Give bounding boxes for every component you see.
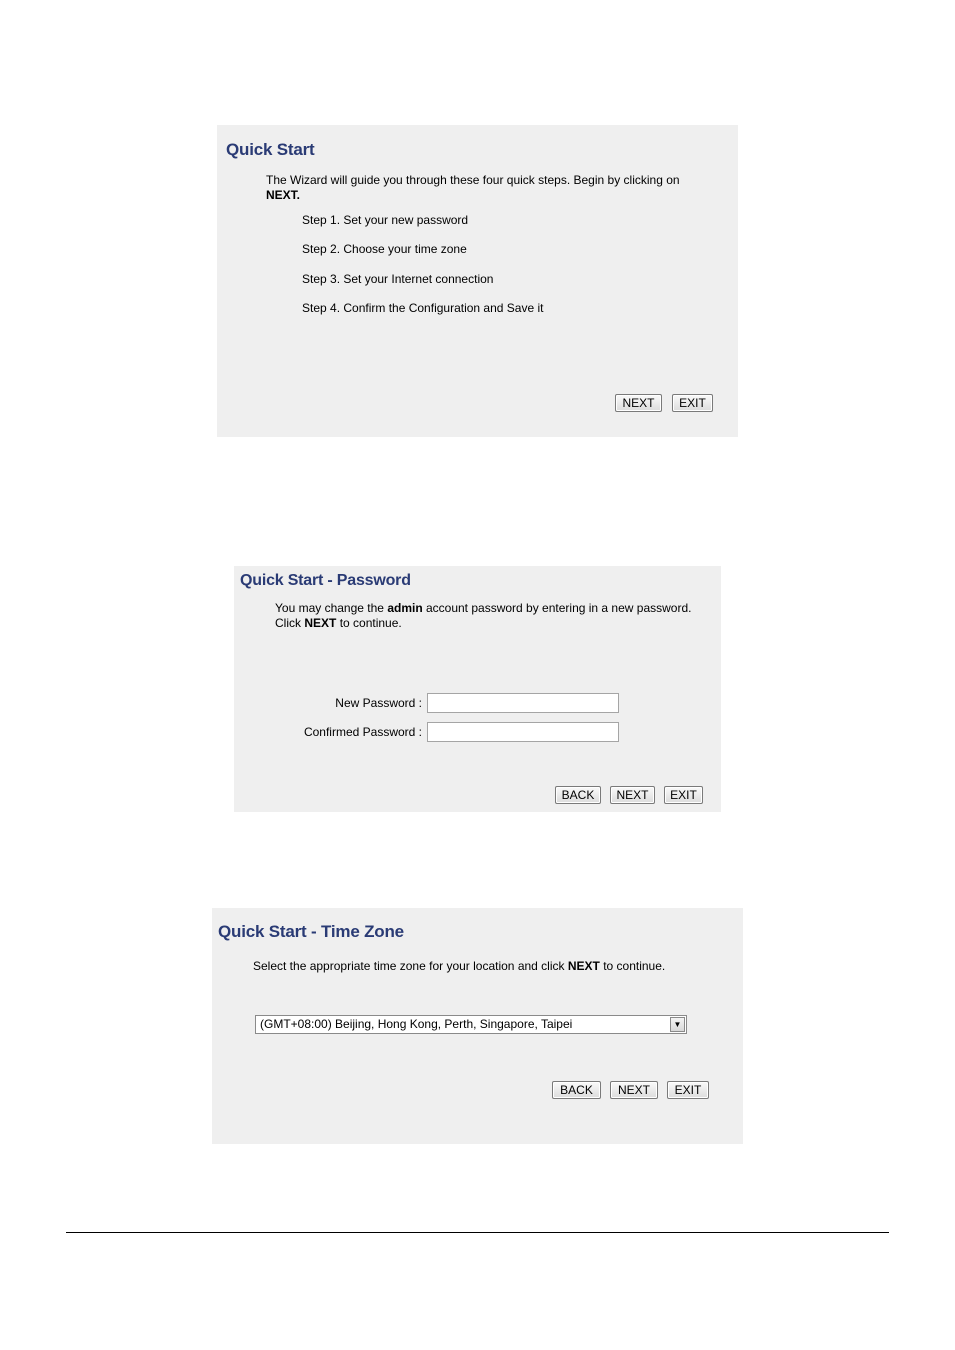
timezone-instructions [253, 959, 733, 974]
instruction-text: to continue. [599, 959, 666, 973]
exit-button[interactable]: EXIT [667, 1081, 709, 1099]
instruction-bold: NEXT [567, 959, 600, 973]
instruction-bold: NEXT [304, 616, 337, 630]
back-button[interactable]: BACK [555, 786, 601, 804]
timezone-selected-value: (GMT+08:00) Beijing, Hong Kong, Perth, Singapore, Taipei [260, 1017, 573, 1031]
panel-title: Quick Start - Time Zone [218, 922, 404, 941]
instruction-text: to continue. [336, 616, 402, 630]
exit-button[interactable]: EXIT [664, 786, 703, 804]
exit-button[interactable]: EXIT [672, 394, 713, 412]
password-panel [234, 566, 721, 812]
chevron-down-icon[interactable]: ▼ [670, 1017, 685, 1032]
instruction-text: Click [275, 616, 305, 630]
intro-text [266, 173, 726, 203]
step-3: Step 3. Set your Internet connection [302, 272, 494, 286]
new-password-label: New Password : [335, 696, 422, 710]
password-instructions [275, 601, 715, 631]
back-button[interactable]: BACK [552, 1081, 601, 1099]
next-button[interactable]: NEXT [610, 1081, 658, 1099]
next-button[interactable]: NEXT [610, 786, 655, 804]
panel-title: Quick Start - Password [240, 572, 411, 589]
new-password-input[interactable] [427, 693, 619, 713]
intro-text-body: The Wizard will guide you through these four quick steps. Begin by clicking on [266, 173, 680, 187]
confirmed-password-input[interactable] [427, 722, 619, 742]
step-1: Step 1. Set your new password [302, 213, 469, 227]
instruction-bold: admin [387, 601, 423, 615]
instruction-text: Select the appropriate time zone for your location and click [253, 959, 568, 973]
quick-start-panel [217, 125, 738, 437]
confirmed-password-label: Confirmed Password : [303, 725, 422, 739]
instruction-text: account password by entering in a new password. [422, 601, 692, 615]
timezone-select[interactable] [255, 1015, 687, 1034]
step-4: Step 4. Confirm the Configuration and Save it [302, 301, 544, 315]
step-2: Step 2. Choose your time zone [302, 242, 467, 256]
intro-text-bold: NEXT. [266, 188, 301, 202]
footer-divider [66, 1232, 889, 1233]
instruction-text: You may change the [275, 601, 388, 615]
panel-title: Quick Start [226, 140, 315, 159]
timezone-panel [212, 908, 743, 1144]
next-button[interactable]: NEXT [615, 394, 662, 412]
